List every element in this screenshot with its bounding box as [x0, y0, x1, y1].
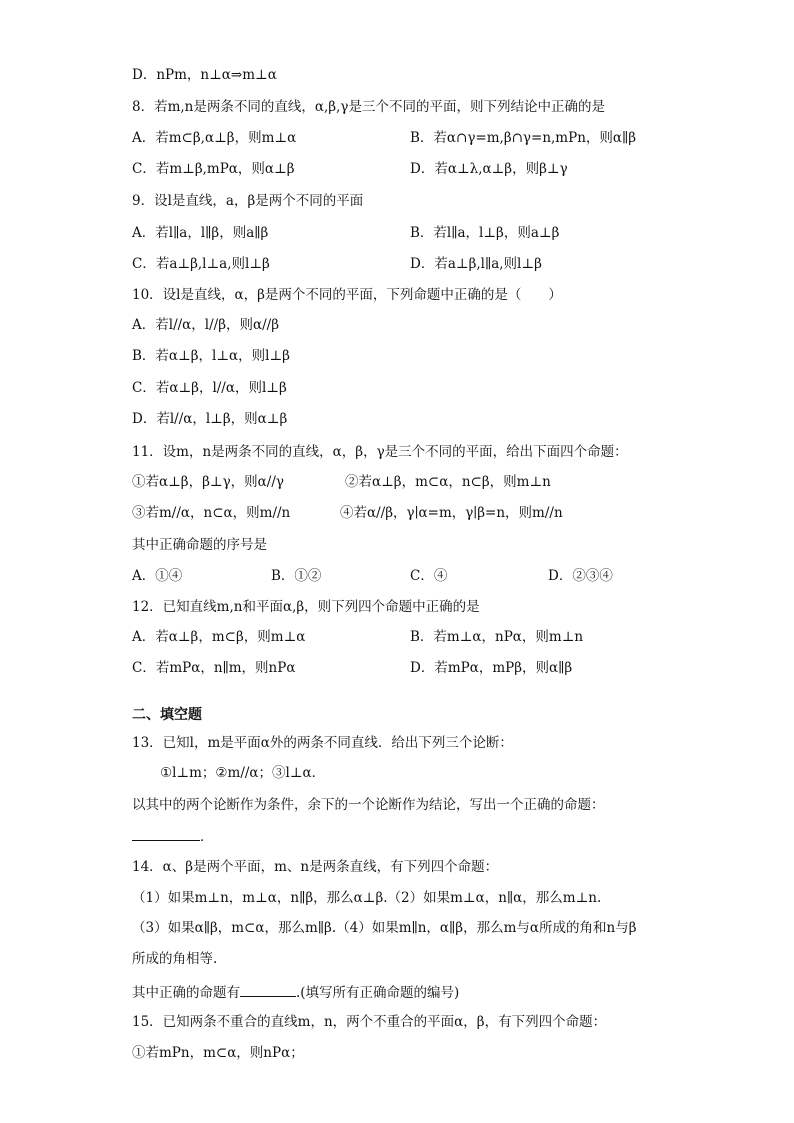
q11-stem: 11．设m，n是两条不同的直线，α，β，γ是三个不同的平面，给出下面四个命题：	[132, 444, 628, 460]
q8-option-a: A．若m⊂β,α⊥β，则m⊥α	[132, 130, 297, 146]
q10-option-a: A．若l//α，l//β，则α//β	[132, 317, 280, 333]
q8-option-d: D．若α⊥λ,α⊥β，则β⊥γ	[410, 161, 568, 177]
q9-option-a: A．若l∥a，l∥β，则a∥β	[132, 225, 269, 241]
q14-line-3: 所成的角相等.	[132, 951, 218, 967]
q12-option-d: D．若mPα，mPβ，则α∥β	[410, 660, 573, 676]
q9-stem: 9．设l是直线，a，β是两个不同的平面	[132, 193, 364, 209]
q9-option-c: C．若a⊥β,l⊥a,则l⊥β	[132, 256, 270, 272]
q11-option-b: B．①②	[271, 568, 322, 584]
q13-answer-blank[interactable]	[132, 826, 200, 841]
q14-answer-line	[132, 982, 459, 1002]
q13-end-mark: ．	[200, 829, 214, 845]
q10-option-c: C．若α⊥β，l//α，则l⊥β	[132, 380, 287, 396]
q7-option-d: D．nPm，n⊥α⇒m⊥α	[132, 67, 277, 83]
q14-stem: 14．α、β是两个平面，m、n是两条直线，有下列四个命题：	[132, 859, 499, 875]
q14-answer-prefix: 其中正确的命题有	[132, 985, 240, 1001]
q10-stem: 10．设l是直线，α，β是两个不同的平面，下列命题中正确的是（ ）	[132, 287, 562, 303]
q13-answer-line	[132, 826, 214, 846]
q13-stem: 13．已知l，m是平面α外的两条不同直线．给出下列三个论断：	[132, 735, 513, 751]
q12-stem: 12．已知直线m,n和平面α,β，则下列四个命题中正确的是	[132, 599, 480, 615]
q11-option-a: A．①④	[132, 568, 183, 584]
q15-proposition-1: ①若mPn，m⊂α，则nPα；	[132, 1045, 304, 1061]
q10-option-d: D．若l//α，l⊥β，则α⊥β	[132, 411, 288, 427]
q8-stem: 8．若m,n是两条不同的直线，α,β,γ是三个不同的平面，则下列结论中正确的是	[132, 99, 605, 115]
q11-prompt: 其中正确命题的序号是	[132, 537, 267, 553]
q12-option-b: B．若m⊥α，nPα，则m⊥n	[410, 629, 584, 645]
q11-proposition-2: ②若α⊥β，m⊂α，n⊂β，则m⊥n	[345, 474, 551, 490]
q11-proposition-4: ④若α//β，γ∣α=m，γ∣β=n，则m//n	[340, 505, 563, 521]
q9-option-d: D．若a⊥β,l∥a,则l⊥β	[410, 256, 542, 272]
q12-option-c: C．若mPα，n∥m，则nPα	[132, 660, 296, 676]
q8-option-c: C．若m⊥β,mPα，则α⊥β	[132, 161, 295, 177]
q9-option-b: B．若l∥a，l⊥β，则a⊥β	[410, 225, 560, 241]
q13-instruction: 以其中的两个论断作为条件，余下的一个论断作为结论，写出一个正确的命题：	[132, 797, 605, 813]
q8-option-b: B．若α∩γ=m,β∩γ=n,mPn，则α∥β	[410, 130, 637, 146]
q11-proposition-1: ①若α⊥β，β⊥γ，则α//γ	[132, 474, 284, 490]
q14-answer-blank[interactable]	[240, 982, 296, 997]
q11-option-c: C．④	[410, 568, 448, 584]
q11-proposition-3: ③若m//α，n⊂α，则m//n	[132, 505, 291, 521]
q11-option-d: D．②③④	[548, 568, 613, 584]
q13-statements: ①l⊥m；②m//α；③l⊥α．	[160, 765, 326, 781]
section-fill-in-title: 二、填空题	[132, 707, 202, 723]
q14-answer-suffix: .(填写所有正确命题的编号)	[296, 985, 460, 1001]
q10-option-b: B．若α⊥β，l⊥α，则l⊥β	[132, 348, 290, 364]
q14-line-2: （3）如果α∥β，m⊂α，那么m∥β.（4）如果m∥n，α∥β，那么m与α所成的角和n与β	[132, 920, 637, 936]
q12-option-a: A．若α⊥β，m⊂β，则m⊥α	[132, 629, 306, 645]
q14-line-1: （1）如果m⊥n，m⊥α，n∥β，那么α⊥β.（2）如果m⊥α，n∥α，那么m⊥n.	[132, 890, 602, 906]
q15-stem: 15．已知两条不重合的直线m，n，两个不重合的平面α，β，有下列四个命题：	[132, 1014, 607, 1030]
